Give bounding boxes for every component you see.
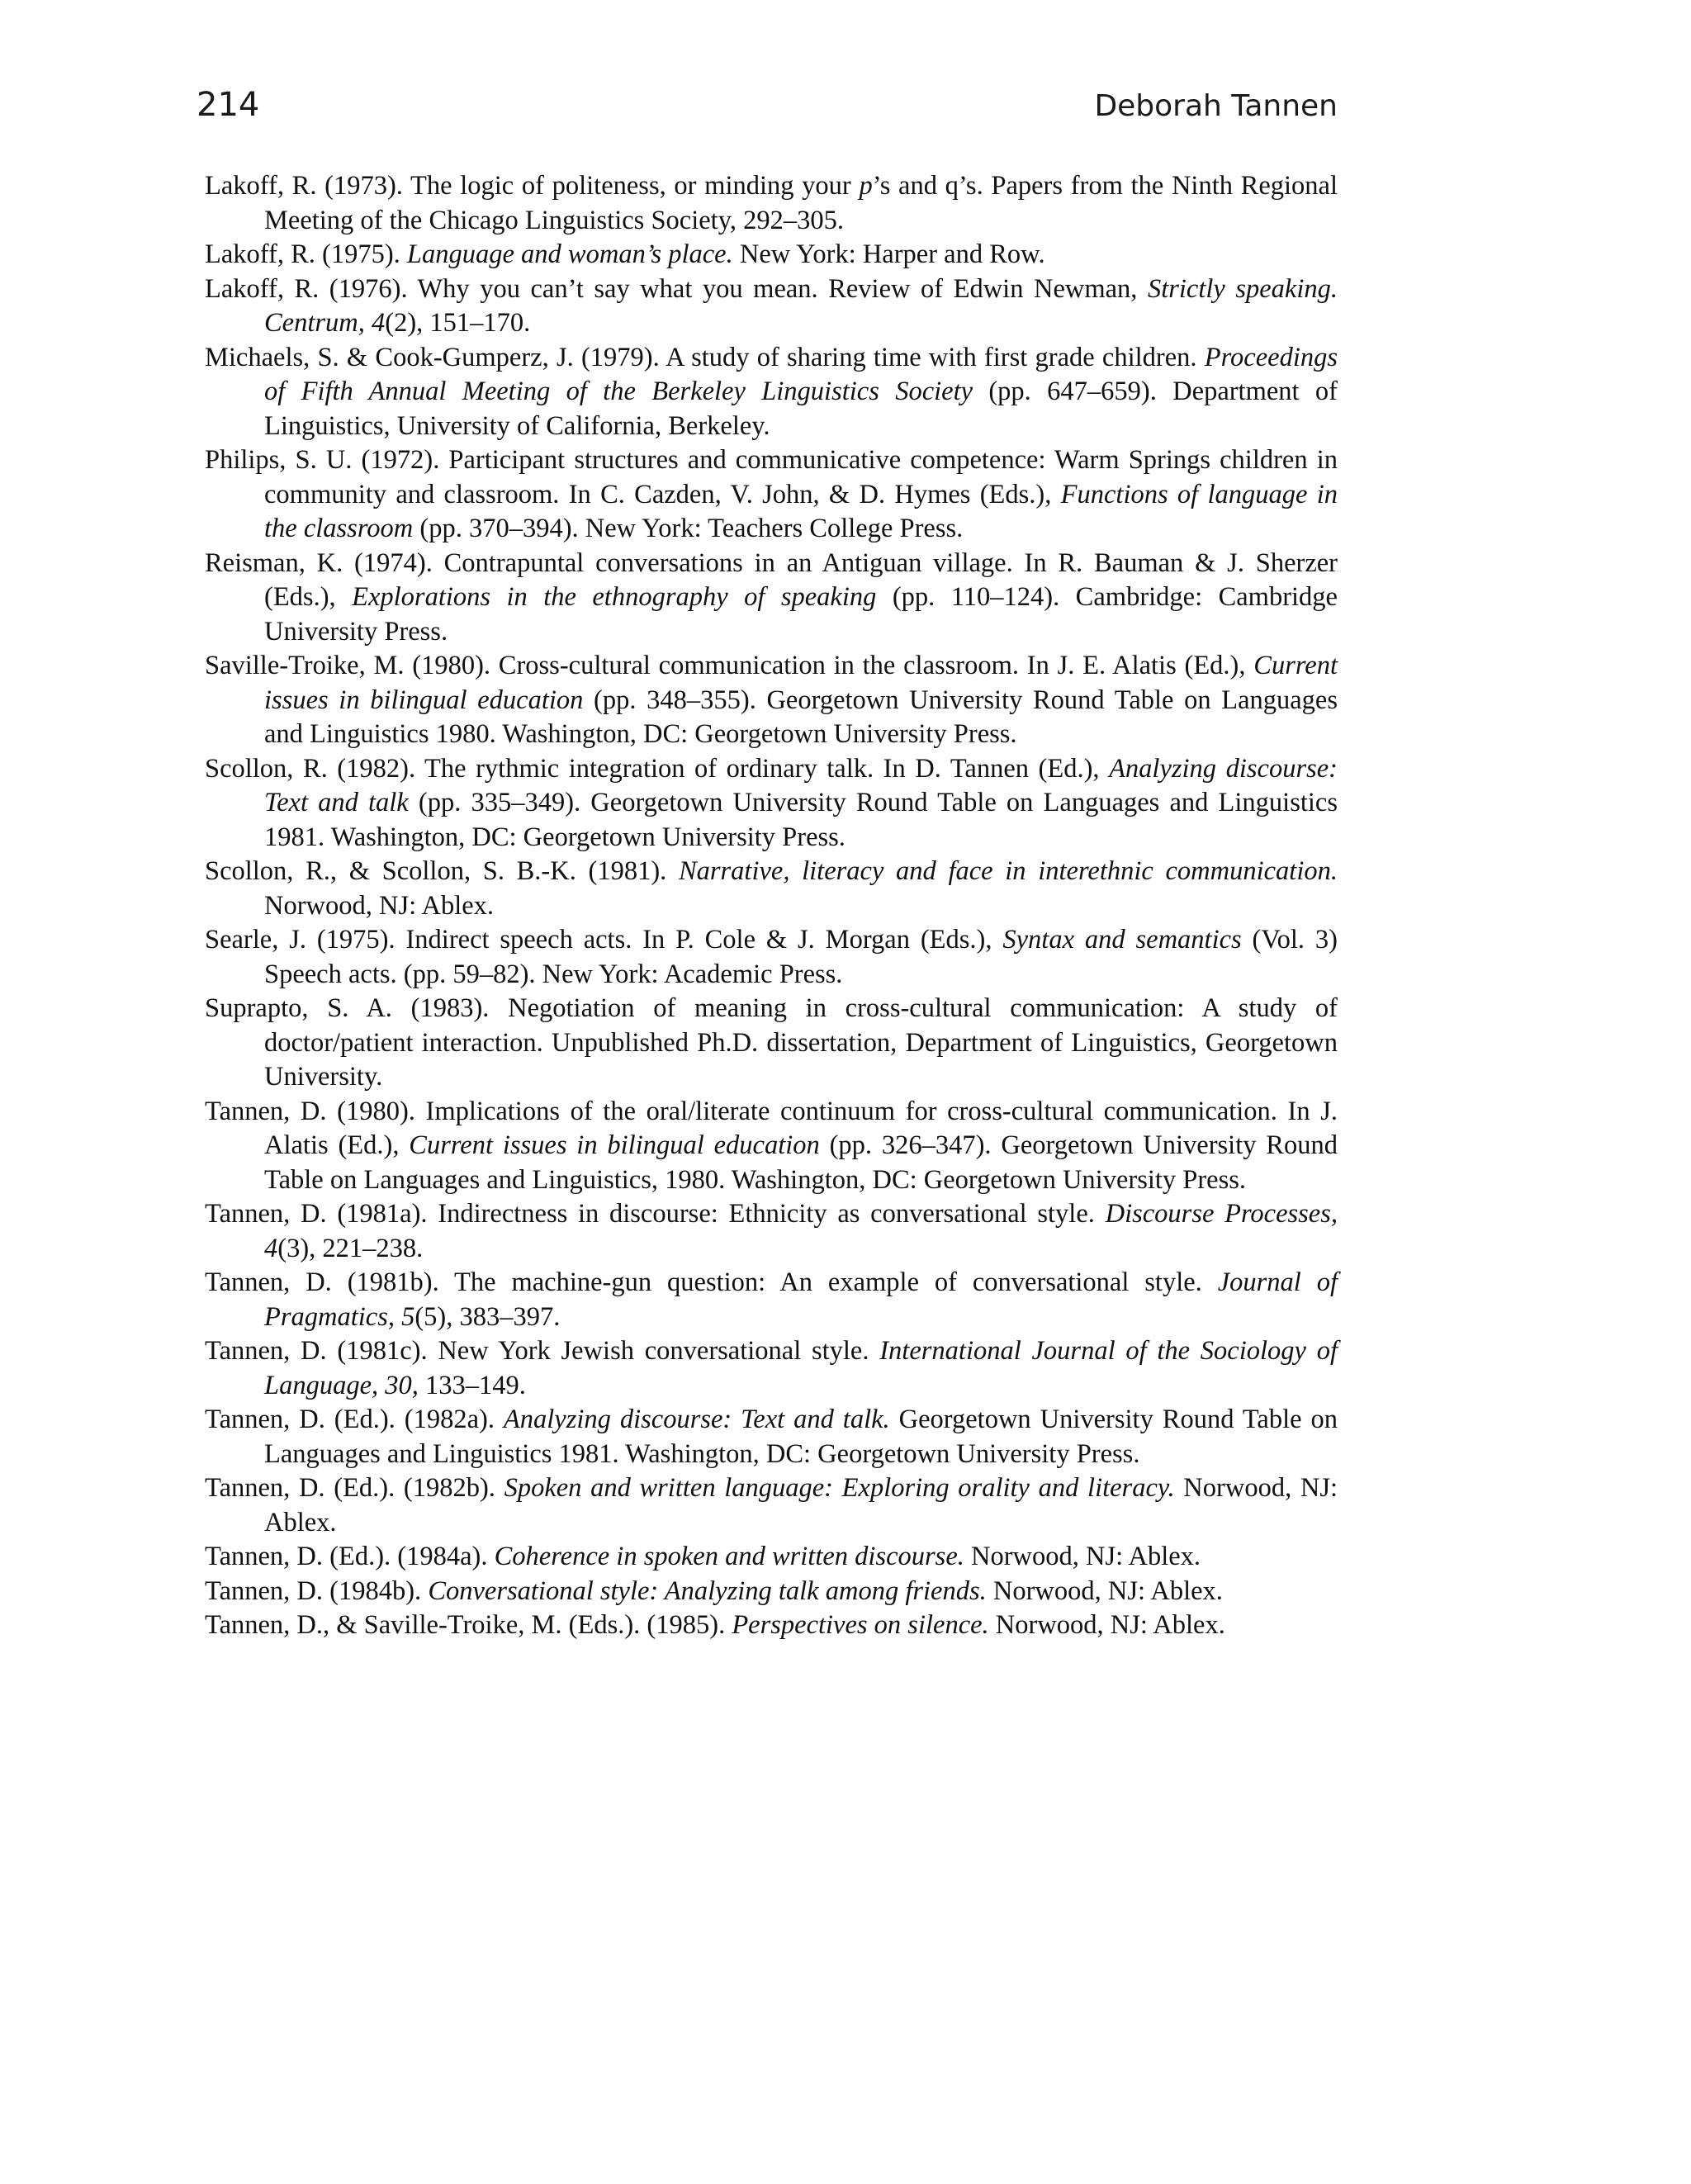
reference-entry: Lakoff, R. (1976). Why you can’t say what you mean. Review of Edwin Newman, Strictly speaking. Centrum, 4(2), 151–170. xyxy=(205,273,1338,338)
reference-entry: Michaels, S. & Cook-Gumperz, J. (1979). A study of sharing time with first grade children. Proceedings of Fifth Annual Meeting of the Berkeley Linguistics Society (pp. 647–659). Department of Linguistics, University of California, Berkeley. xyxy=(205,342,1338,441)
running-title: Deborah Tannen xyxy=(1094,89,1338,123)
reference-entry: Scollon, R., & Scollon, S. B.-K. (1981). Narrative, literacy and face in interethnic communication. Norwood, NJ: Ablex. xyxy=(205,856,1338,921)
page-number: 214 xyxy=(197,86,260,124)
reference-entry: Tannen, D. (Ed.). (1982b). Spoken and written language: Exploring orality and literacy. Norwood, NJ: Ablex. xyxy=(205,1473,1338,1537)
reference-entry: Tannen, D. (Ed.). (1982a). Analyzing discourse: Text and talk. Georgetown University Round Table on Languages and Linguistics 1981. Washington, DC: Georgetown University Press. xyxy=(205,1405,1338,1469)
reference-entry: Tannen, D. (1984b). Conversational style: Analyzing talk among friends. Norwood, NJ: Ablex. xyxy=(205,1575,1223,1606)
reference-entry: Lakoff, R. (1973). The logic of politeness, or minding your p’s and q’s. Papers from the Ninth Regional Meeting of the Chicago Linguistics Society, 292–305. xyxy=(205,171,1338,235)
reference-entry: Searle, J. (1975). Indirect speech acts. In P. Cole & J. Morgan (Eds.), Syntax and semantics (Vol. 3) Speech acts. (pp. 59–82). New York: Academic Press. xyxy=(205,925,1338,989)
reference-entry: Scollon, R. (1982). The rythmic integration of ordinary talk. In D. Tannen (Ed.), Analyzing discourse: Text and talk (pp. 335–349). Georgetown University Round Table on Languages and Linguistics 1981. Washington, DC: Georgetown University Press. xyxy=(205,753,1338,852)
reference-entry: Tannen, D. (1981b). The machine-gun question: An example of conversational style. Journal of Pragmatics, 5(5), 383–397. xyxy=(205,1267,1338,1332)
reference-entry: Suprapto, S. A. (1983). Negotiation of meaning in cross-cultural communication: A study of doctor/patient interaction. Unpublished Ph.D. dissertation, Department of Linguistics, Georgetown University. xyxy=(205,993,1338,1092)
reference-list xyxy=(205,169,1338,1643)
reference-entry: Lakoff, R. (1975). Language and woman’s place. New York: Harper and Row. xyxy=(205,239,1045,269)
reference-entry: Tannen, D. (Ed.). (1984a). Coherence in spoken and written discourse. Norwood, NJ: Ablex. xyxy=(205,1542,1201,1571)
reference-entry: Tannen, D. (1981a). Indirectness in discourse: Ethnicity as conversational style. Discourse Processes, 4(3), 221–238. xyxy=(205,1199,1338,1263)
running-head xyxy=(197,86,1338,135)
reference-entry: Tannen, D. (1981c). New York Jewish conversational style. International Journal of the Sociology of Language, 30, 133–149. xyxy=(205,1336,1338,1400)
reference-entry: Reisman, K. (1974). Contrapuntal conversations in an Antiguan village. In R. Bauman & J. Sherzer (Eds.), Explorations in the ethnography of speaking (pp. 110–124). Cambridge: Cambridge University Press. xyxy=(205,547,1338,647)
reference-entry: Tannen, D. (1980). Implications of the oral/literate continuum for cross-cultural communication. In J. Alatis (Ed.), Current issues in bilingual education (pp. 326–347). Georgetown University Round Table on Languages and Linguistics, 1980. Washington, DC: Georgetown University Press. xyxy=(205,1096,1338,1195)
reference-entry: Philips, S. U. (1972). Participant structures and communicative competence: Warm Springs children in community and classroom. In C. Cazden, V. John, & D. Hymes (Eds.), Functions of language in the classroom (pp. 370–394). New York: Teachers College Press. xyxy=(205,445,1338,543)
reference-entry: Saville-Troike, M. (1980). Cross-cultural communication in the classroom. In J. E. Alatis (Ed.), Current issues in bilingual education (pp. 348–355). Georgetown University Round Table on Languages and Linguistics 1980. Washington, DC: Georgetown University Press. xyxy=(205,651,1338,749)
reference-entry: Tannen, D., & Saville-Troike, M. (Eds.). (1985). Perspectives on silence. Norwood, NJ: Ablex. xyxy=(205,1610,1225,1640)
